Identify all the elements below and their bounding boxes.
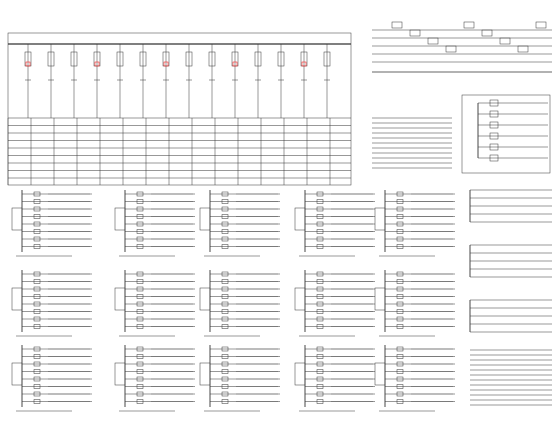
panel-incomer [12,288,22,310]
control-panel-frame [462,95,550,173]
panel-incomer [115,363,125,385]
sequence-pulse [446,46,456,52]
switchboard-frame [8,33,351,185]
panel-incomer [200,208,210,230]
panel-incomer [115,208,125,230]
sequence-pulse [464,22,474,28]
panel-incomer [12,363,22,385]
panel-incomer [295,208,305,230]
panel-incomer [295,288,305,310]
sequence-pulse [482,30,492,36]
panel-incomer [200,363,210,385]
panel-incomer [375,288,385,310]
sequence-pulse [518,46,528,52]
panel-incomer [115,288,125,310]
sequence-pulse [536,22,546,28]
sequence-pulse [428,38,438,44]
panel-incomer [200,288,210,310]
panel-incomer [12,208,22,230]
panel-incomer [375,363,385,385]
sequence-pulse [500,38,510,44]
panel-incomer [295,363,305,385]
panel-incomer [375,208,385,230]
sequence-pulse [410,30,420,36]
sequence-pulse [392,22,402,28]
